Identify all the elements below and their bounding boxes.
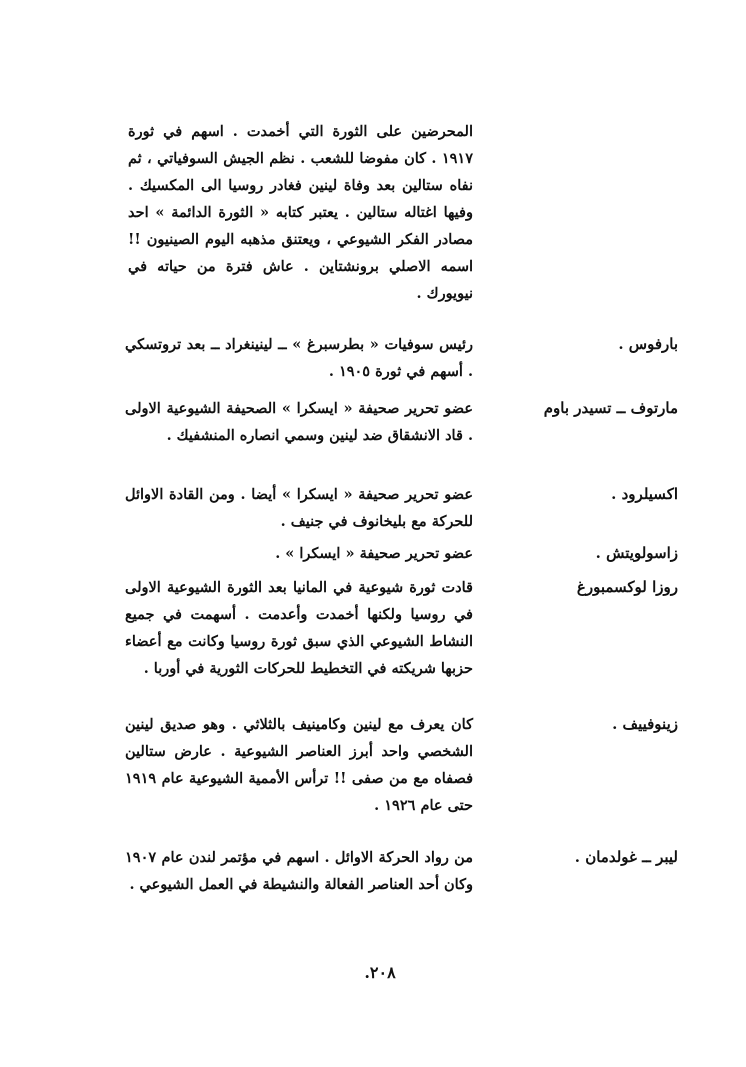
entry-description: كان يعرف مع لينين وكامينيف بالثلاثي . وهو صديق لينين الشخصي واحد أبرز العناصر الشيوعية . عارض ستالين فصفاه مع من صفى !! ترأس الأممية الشيوعية عام ١٩١٩ حتى عام ١٩٢٦ . <box>125 716 473 814</box>
entry-term: زاسولويتش . <box>595 544 678 562</box>
entry-term: ليبر ــ غولدمان . <box>574 848 678 866</box>
entry-term: اكسيلرود . <box>611 485 678 503</box>
entry-description: من رواد الحركة الاوائل . اسهم في مؤتمر لندن عام ١٩٠٧ وكان أحد العناصر الفعالة والنشيطة في العمل الشيوعي . <box>125 849 473 893</box>
entry-term: بارفوس . <box>618 335 678 353</box>
entry-description: عضو تحرير صحيفة « ايسكرا » . <box>275 545 473 562</box>
entry-description: عضو تحرير صحيفة « ايسكرا » أيضا . ومن القادة الاوائل للحركة مع بليخانوف في جنيف . <box>125 486 473 530</box>
page-number: ٢٠٨. <box>364 963 396 982</box>
entry-term: روزا لوكسمبورغ <box>576 578 678 596</box>
entry-description: عضو تحرير صحيفة « ايسكرا » الصحيفة الشيوعية الاولى . قاد الانشقاق ضد لينين وسمي انصاره المنشفيك . <box>125 400 473 444</box>
intro-paragraph: المحرضين على الثورة التي أخمدت . اسهم في ثورة ١٩١٧ . كان مفوضا للشعب . نظم الجيش السوفياتي ، ثم نفاه ستالين بعد وفاة لينين فغادر روسيا الى المكسيك . وفيها اغتاله ستالين . يعتبر كتابه « الثورة الدائمة » احد مصادر الفكر الشيوعي ، ويعتنق مذهبه اليوم الصينيون !! اسمه الاصلي برونشتاين . عاش فترة من حياته في نيويورك . <box>128 123 473 302</box>
entry-description: قادت ثورة شيوعية في المانيا بعد الثورة الشيوعية الاولى في روسيا ولكنها أخمدت وأعدمت . أسهمت في جميع النشاط الشيوعي الذي سبق ثورة روسيا وكانت مع أعضاء حزبها شريكته في التخطيط للحركات الثورية في أوربا . <box>125 579 473 677</box>
entry-term: مارتوف ــ تسيدر باوم <box>543 399 678 417</box>
entry-description: رئيس سوفيات « بطرسبرغ » ــ لينينغراد ــ بعد تروتسكي . أسهم في ثورة ١٩٠٥ . <box>125 336 473 380</box>
entry-term: زينوفييف . <box>612 715 678 733</box>
